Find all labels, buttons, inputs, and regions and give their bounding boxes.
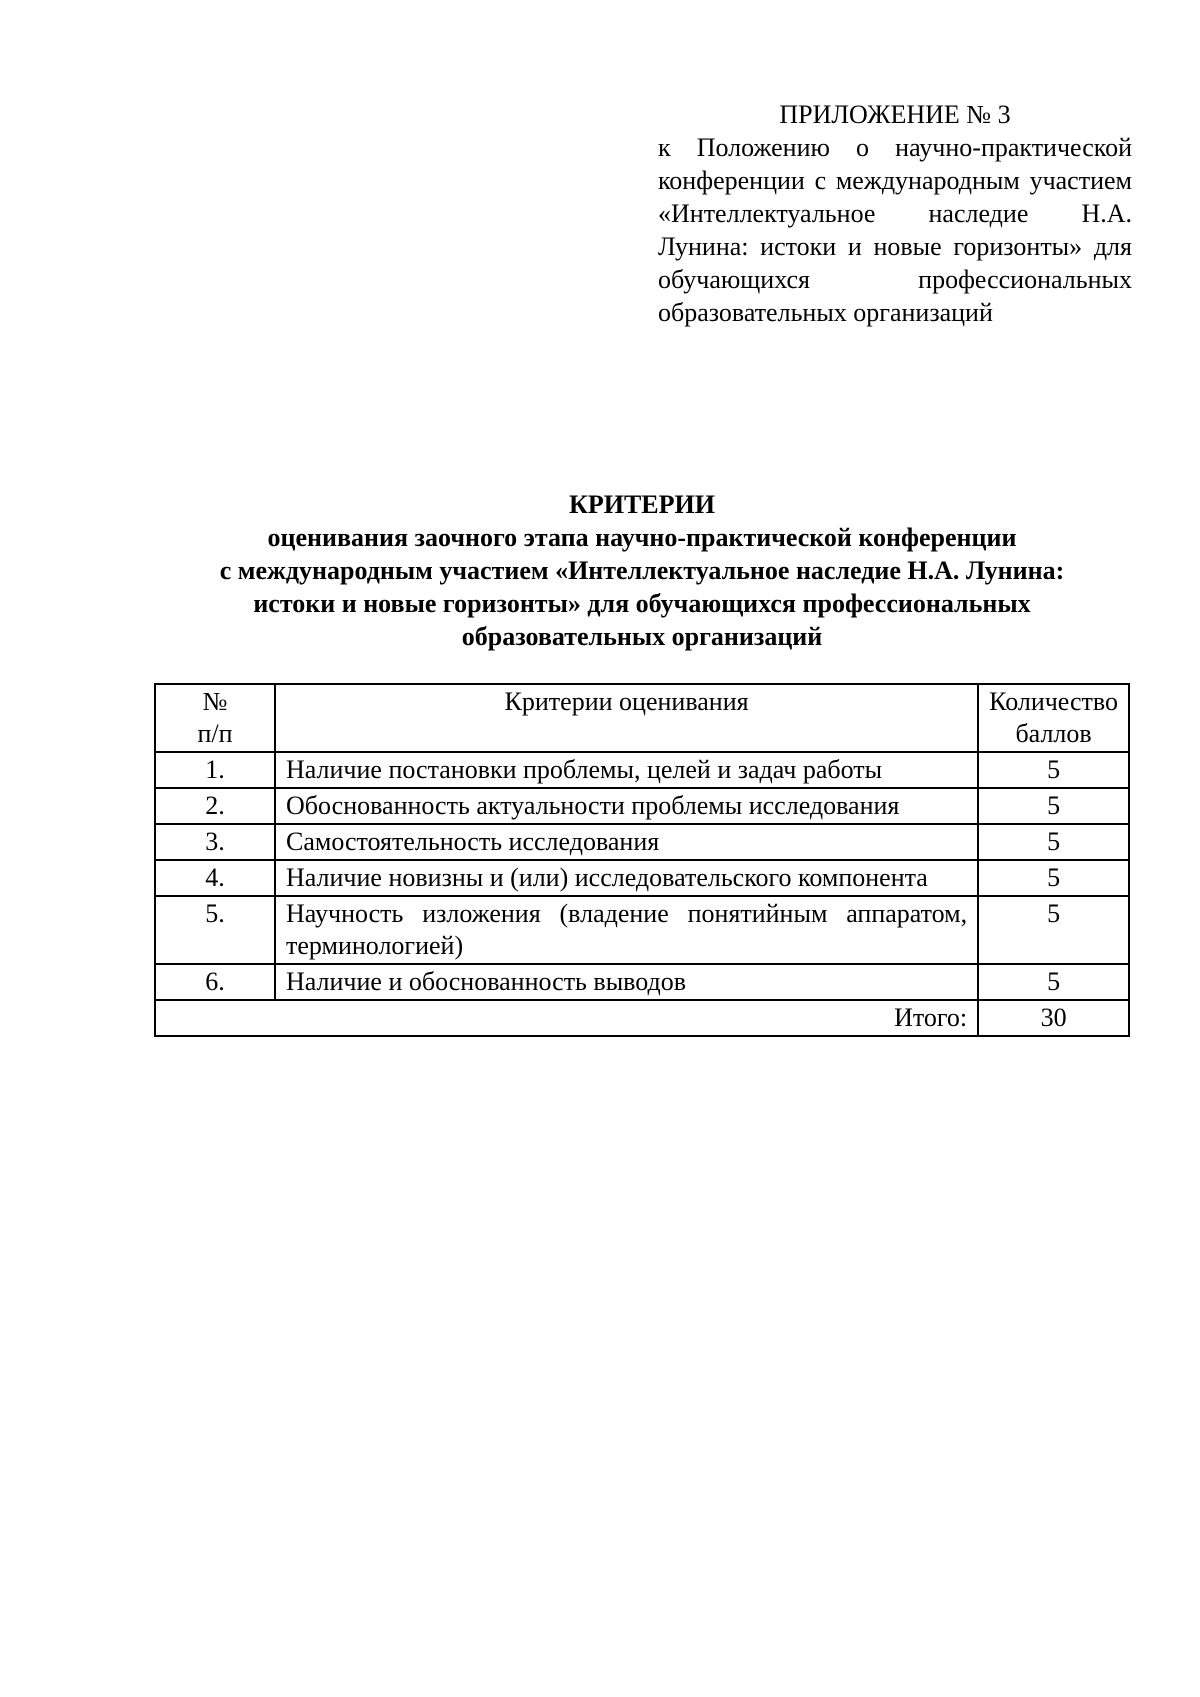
row-points: 5 — [978, 788, 1129, 824]
table-header-row — [155, 684, 1129, 752]
row-criterion: Научность изложения (владение понятийным аппаратом, терминологией) — [275, 896, 978, 964]
header-points-line1: Количество — [989, 687, 1118, 716]
row-num: 2. — [155, 788, 275, 824]
row-criterion: Наличие и обоснованность выводов — [275, 964, 978, 1000]
heading-line: оценивания заочного этапа научно-практической конференции — [267, 523, 1017, 552]
table-row — [155, 752, 1129, 788]
row-points: 5 — [978, 824, 1129, 860]
table-row — [155, 964, 1129, 1000]
table-total-row — [155, 1000, 1129, 1036]
row-points: 5 — [978, 860, 1129, 896]
row-num: 4. — [155, 860, 275, 896]
row-num: 6. — [155, 964, 275, 1000]
table-row — [155, 860, 1129, 896]
row-num: 3. — [155, 824, 275, 860]
total-label: Итого: — [155, 1000, 978, 1036]
header-num-line2: п/п — [197, 719, 233, 748]
header-num — [155, 684, 275, 752]
heading-line: истоки и новые горизонты» для обучающихся профессиональных — [253, 589, 1031, 618]
header-criteria: Критерии оценивания — [275, 684, 978, 752]
total-value: 30 — [978, 1000, 1129, 1036]
appendix-title: ПРИЛОЖЕНИЕ № 3 — [779, 100, 1011, 129]
header-points-line2: баллов — [1015, 719, 1092, 748]
table-row — [155, 788, 1129, 824]
row-points: 5 — [978, 896, 1129, 964]
document-heading — [150, 488, 1134, 653]
table-row — [155, 824, 1129, 860]
header-num-line1: № — [202, 687, 228, 716]
row-num: 5. — [155, 896, 275, 964]
row-points: 5 — [978, 964, 1129, 1000]
table-row — [155, 896, 1129, 964]
criteria-table — [154, 683, 1130, 1037]
row-points: 5 — [978, 752, 1129, 788]
appendix-block — [658, 98, 1132, 329]
row-num: 1. — [155, 752, 275, 788]
row-criterion: Самостоятельность исследования — [275, 824, 978, 860]
row-criterion: Обоснованность актуальности проблемы исследования — [275, 788, 978, 824]
header-points — [978, 684, 1129, 752]
appendix-text: к Положению о научно-практической конференции с международным участием «Интеллектуальное наследие Н.А. Лунина: истоки и новые горизонты» для обучающихся профессиональных образовательных организаций — [658, 133, 1132, 327]
row-criterion: Наличие новизны и (или) исследовательского компонента — [275, 860, 978, 896]
heading-line: с международным участием «Интеллектуальное наследие Н.А. Лунина: — [219, 556, 1065, 585]
heading-line: образовательных организаций — [461, 622, 823, 651]
row-criterion: Наличие постановки проблемы, целей и задач работы — [275, 752, 978, 788]
heading-title: КРИТЕРИИ — [569, 490, 715, 519]
